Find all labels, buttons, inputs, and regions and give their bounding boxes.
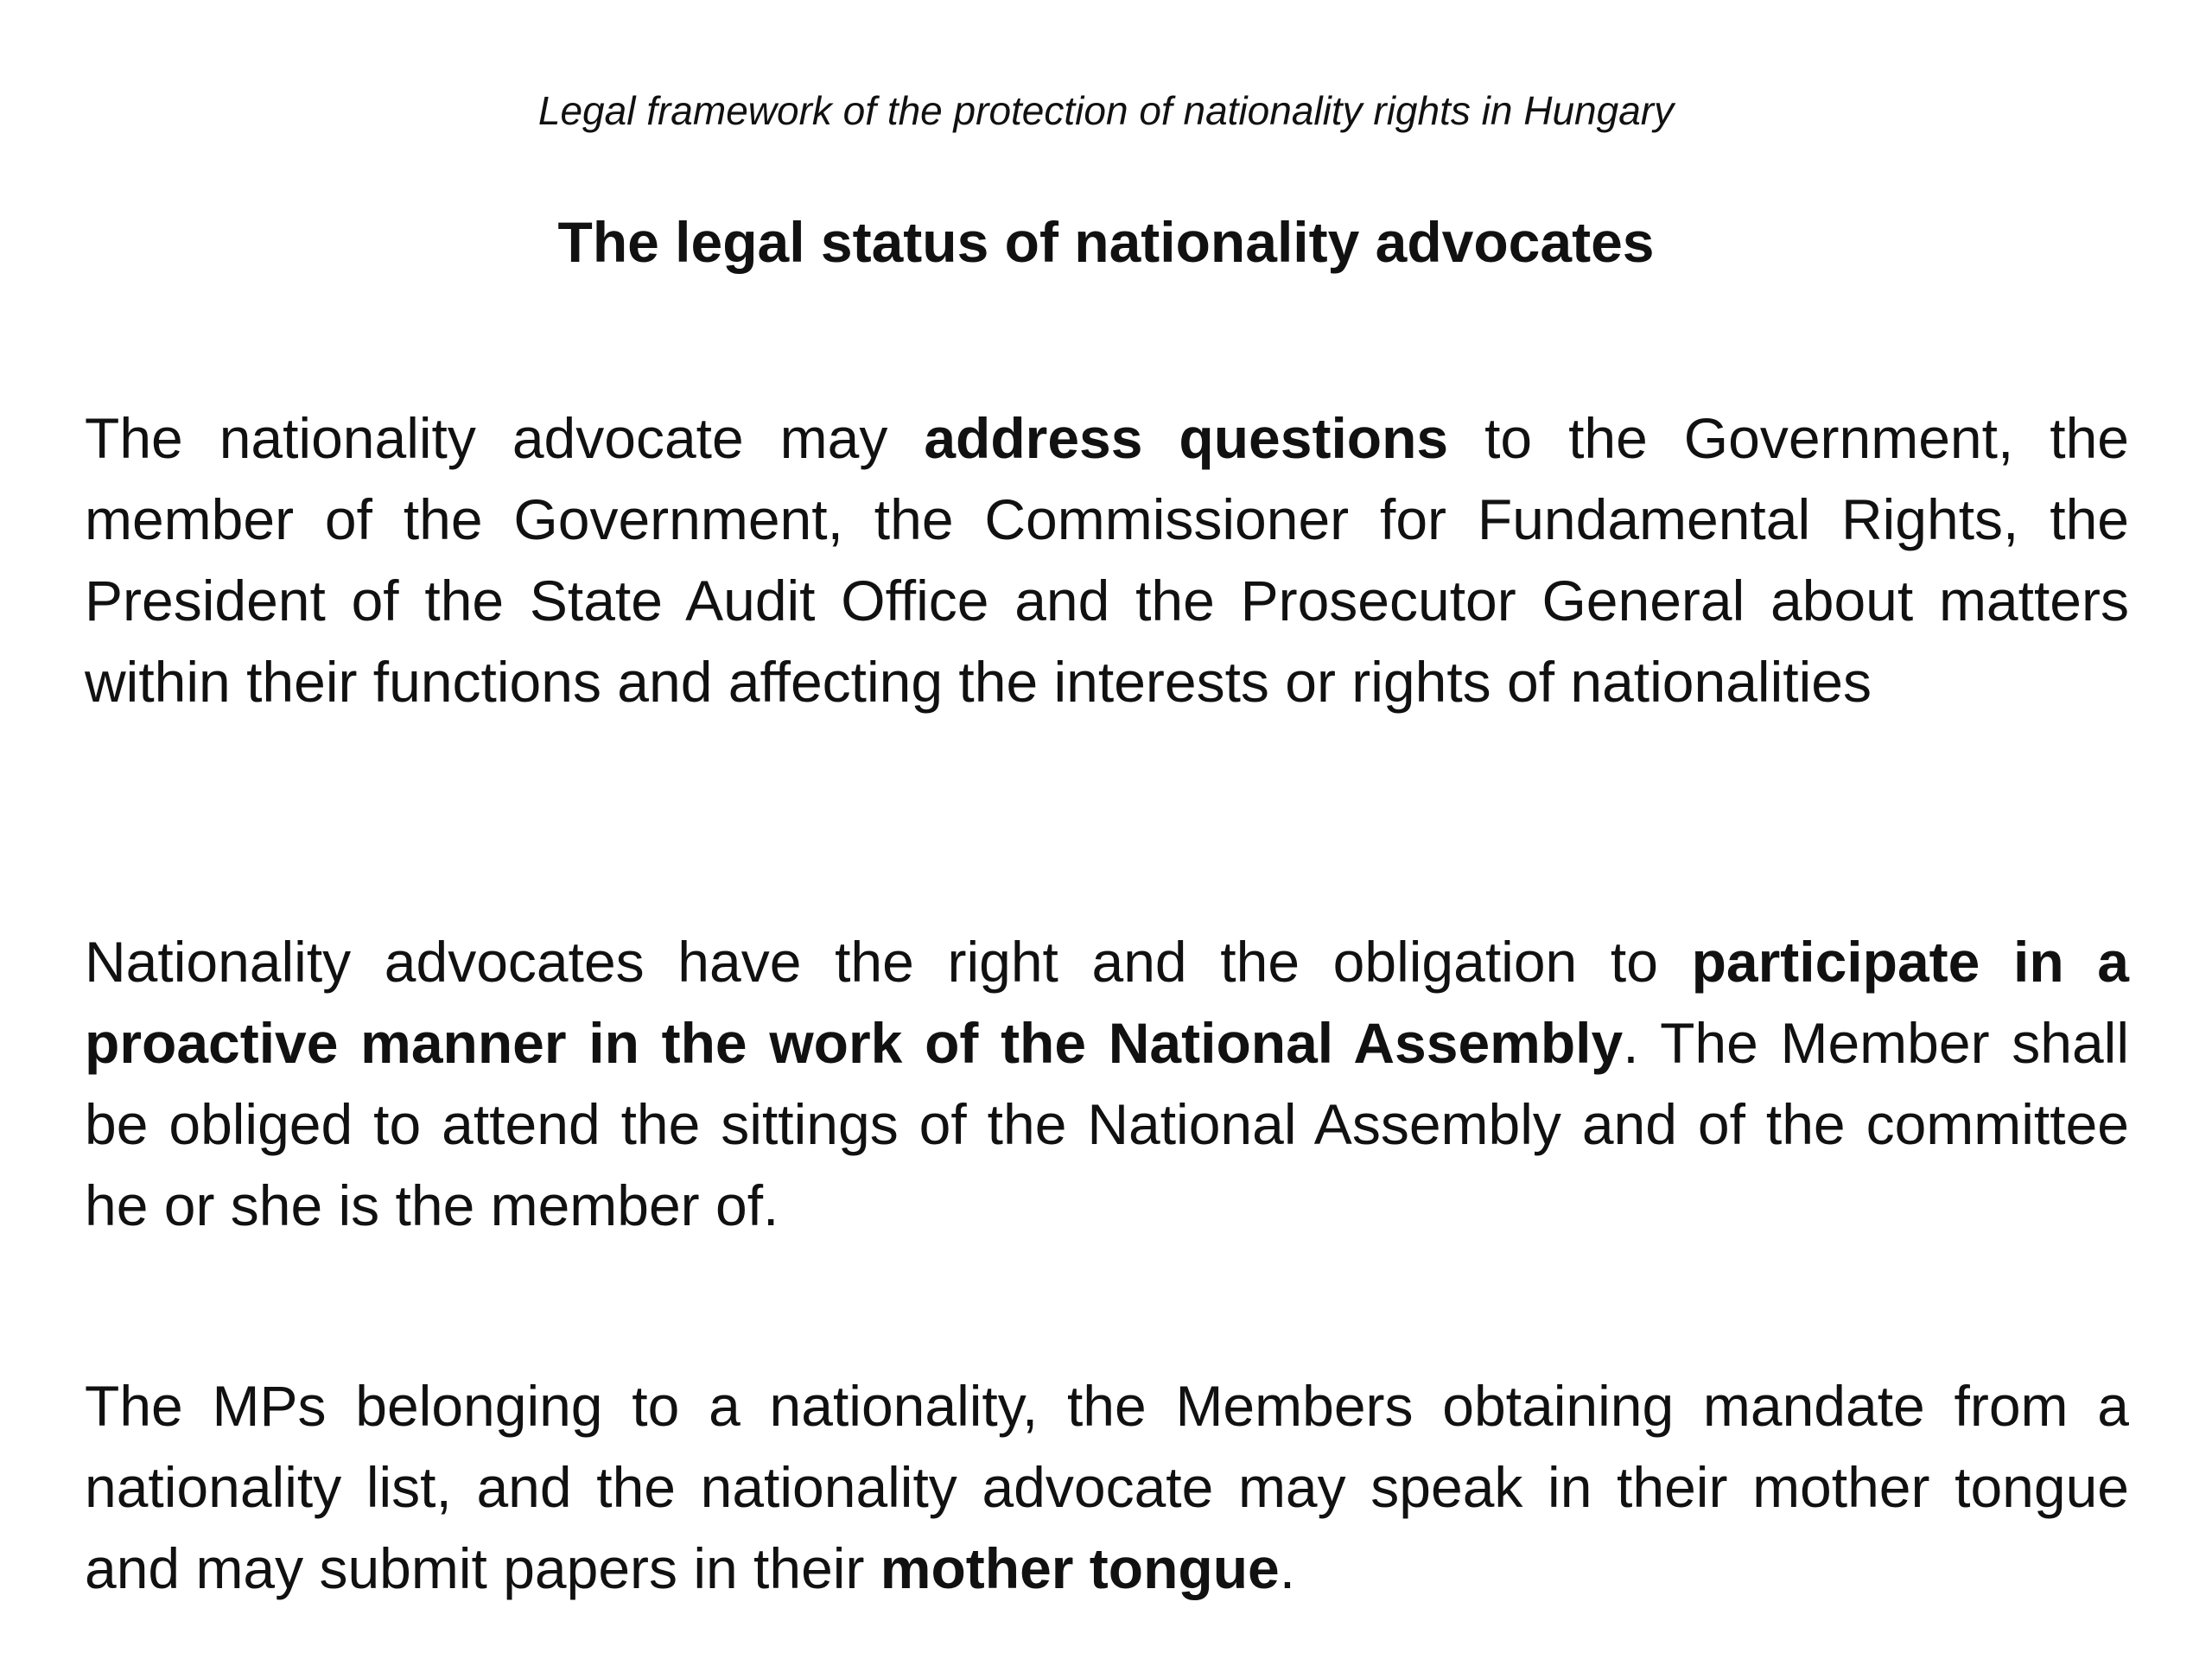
paragraph-address-questions (85, 397, 2129, 722)
slide-title: The legal status of nationality advocates (557, 210, 1655, 274)
emphasis-text: participate in a proactive manner in the work of the National Assembly (85, 930, 2130, 1075)
paragraph-mother-tongue (85, 1365, 2129, 1609)
paragraph-text: Nationality advocates have the right and the obligation to (85, 930, 1692, 994)
slide-supertitle: Legal framework of the protection of nationality rights in Hungary (537, 88, 1675, 133)
emphasis-text: address questions (924, 406, 1449, 470)
paragraph-participation (85, 921, 2129, 1246)
paragraph-text: The nationality advocate may (85, 406, 925, 470)
paragraph-text: . The Member shall be obliged to attend the sittings of the National Assembly and of the committee he or she is the member of. (85, 1011, 2129, 1237)
emphasis-text: mother tongue (880, 1536, 1280, 1600)
paragraph-text: to the Government, the member of the Government, the Commissioner for Fundamental Rights, the President of the State Audit Office and the Prosecutor General about matters within their functions and affecting the interests or rights of nationalities (85, 406, 2130, 714)
paragraph-text: The MPs belonging to a nationality, the Members obtaining mandate from a nationality list, and the nationality advocate may speak in their mother tongue and may submit papers in their (85, 1374, 2129, 1600)
paragraph-text: . (1279, 1536, 1296, 1600)
